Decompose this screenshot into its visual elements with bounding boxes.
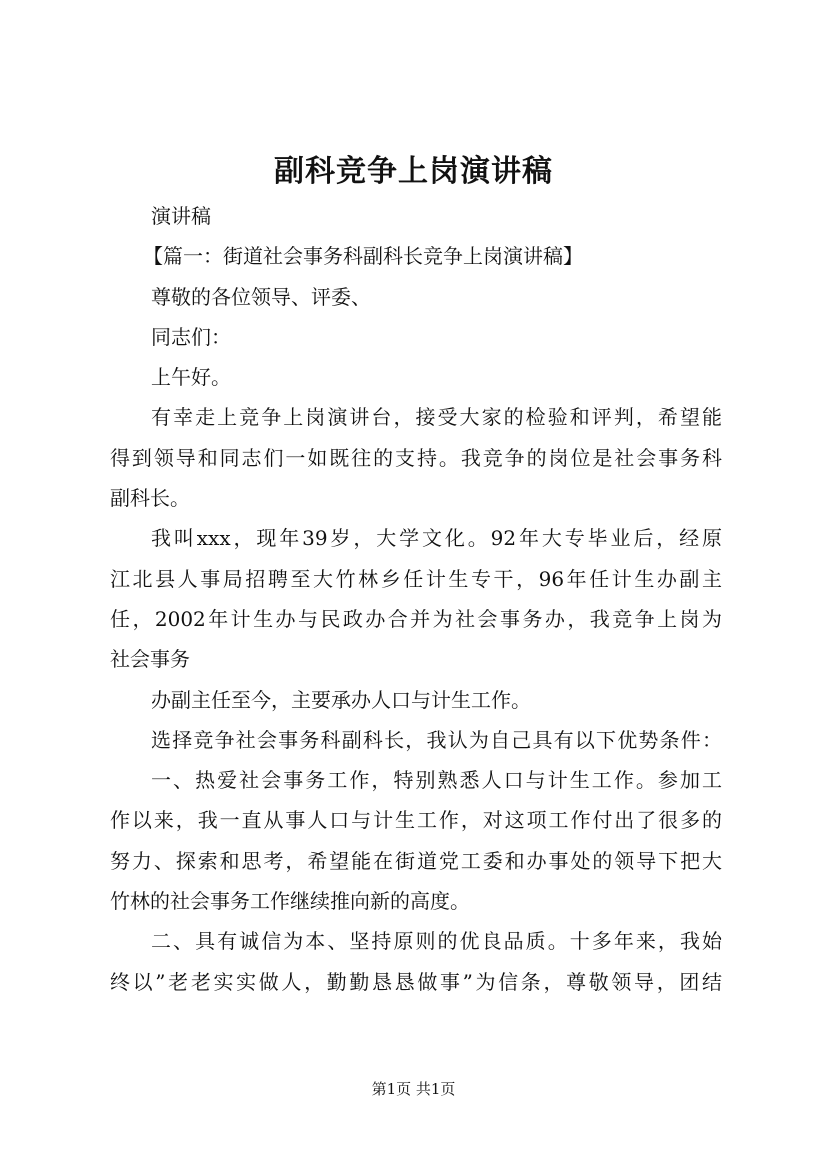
text-line: 任，2002年计生办与民政办合并为社会事务办，我竞争上岗为 <box>110 606 722 631</box>
text-line: 同志们： <box>151 324 231 349</box>
text-line: 二、具有诚信为本、坚持原则的优良品质。十多年来，我始 <box>151 929 722 954</box>
text-line: 有幸走上竞争上岗演讲台，接受大家的检验和评判，希望能 <box>151 405 722 430</box>
text-line: 得到领导和同志们一如既往的支持。我竞争的岗位是社会事务科 <box>110 445 722 470</box>
text-line: 终以”老老实实做人，勤勤恳恳做事”为信条，尊敬领导，团结 <box>110 969 722 994</box>
text-line: 努力、探索和思考，希望能在街道党工委和办事处的领导下把大 <box>110 848 722 873</box>
text-line: 一、热爱社会事务工作，特别熟悉人口与计生工作。参加工 <box>151 768 722 793</box>
text-line: 尊敬的各位领导、评委、 <box>151 284 371 309</box>
text-line: 作以来，我一直从事人口与计生工作，对这项工作付出了很多的 <box>110 808 722 833</box>
text-line: 【篇一：街道社会事务科副科长竞争上岗演讲稿】 <box>143 244 583 269</box>
text-line: 上午好。 <box>151 365 231 390</box>
text-line: 江北县人事局招聘至大竹林乡任计生专干，96年任计生办副主 <box>110 566 722 591</box>
text-line: 演讲稿 <box>151 204 211 228</box>
text-line: 竹林的社会事务工作继续推向新的高度。 <box>110 889 470 914</box>
page-number-footer: 第1页 共1页 <box>371 1080 456 1098</box>
text-line: 选择竞争社会事务科副科长，我认为自己具有以下优势条件： <box>151 727 722 752</box>
text-line: 社会事务 <box>110 647 190 672</box>
text-line: 我叫xxx，现年39岁，大学文化。92年大专毕业后，经原 <box>151 526 722 551</box>
document-body <box>110 196 722 1002</box>
text-line: 办副主任至今，主要承办人口与计生工作。 <box>151 687 531 712</box>
text-line: 副科长。 <box>110 486 190 511</box>
document-title: 副科竞争上岗演讲稿 <box>274 154 553 189</box>
